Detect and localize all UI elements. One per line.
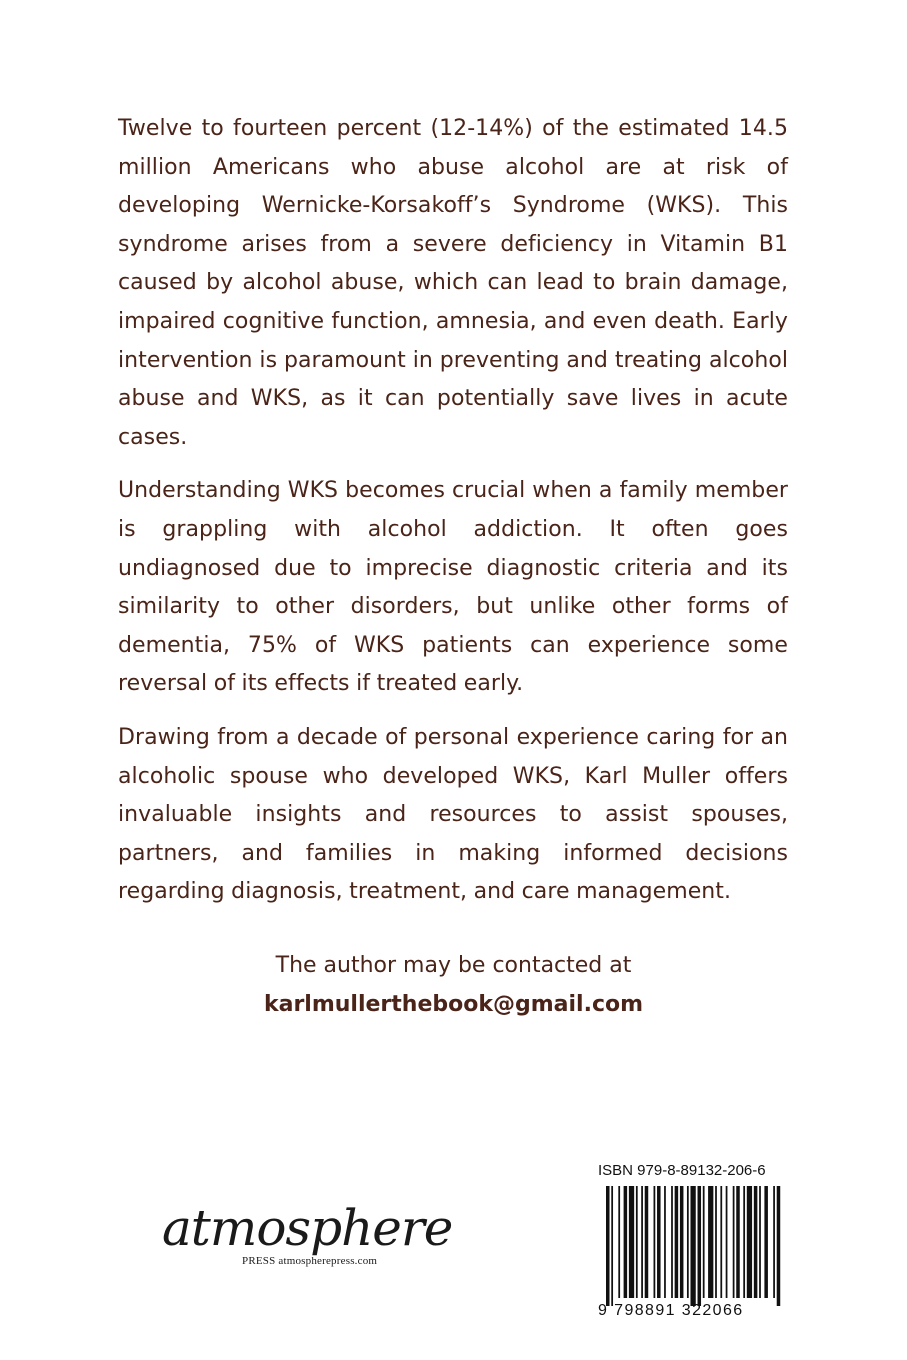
barcode-bar	[654, 1186, 656, 1298]
barcode-bar	[657, 1186, 661, 1298]
barcode-bar	[754, 1186, 758, 1298]
barcode-bar	[606, 1186, 610, 1306]
publisher-logo-wordmark: atmosphere	[162, 1199, 453, 1257]
barcode-bar	[703, 1186, 705, 1298]
barcode-bar	[675, 1186, 679, 1298]
publisher-logo	[162, 1198, 453, 1278]
barcode-bar	[664, 1186, 666, 1298]
barcode-bars-icon	[606, 1186, 782, 1306]
barcode-bar	[720, 1186, 722, 1298]
barcode-bar	[611, 1186, 613, 1306]
barcode-bar	[641, 1186, 643, 1298]
paragraph-2: Understanding WKS becomes crucial when a family member is grappling with alcohol addiction. It often goes undiagnosed due to imprecise diagnostic criteria and its similarity to other disorders, but unlike other forms of dementia, 75% of WKS patients can experience some reversal of its effects if treated early.	[118, 478, 788, 697]
barcode-bar	[764, 1186, 768, 1298]
barcode-bar	[747, 1186, 752, 1298]
barcode-bar	[777, 1186, 781, 1306]
barcode-bar	[736, 1186, 740, 1298]
contact-email: karlmullerthebook@gmail.com	[263, 992, 644, 1017]
paragraph-1: Twelve to fourteen percent (12-14%) of the estimated 14.5 million Americans who abuse alcohol are at risk of developing Wernicke-Korsakoff’s Syndrome (WKS). This syndrome arises from a severe deficiency in Vitamin B1 caused by alcohol abuse, which can lead to brain damage, impaired cognitive function, amnesia, and even death. Early intervention is paramount in preventing and treating alcohol abuse and WKS, as it can potentially save lives in acute cases.	[118, 116, 788, 450]
contact-line: The author may be contacted at	[275, 953, 632, 978]
barcode-bar	[733, 1186, 735, 1298]
barcode-bar	[671, 1186, 673, 1298]
isbn-barcode	[598, 1162, 788, 1332]
barcode-bar	[715, 1186, 717, 1298]
isbn-label: ISBN 979-8-89132-206-6	[598, 1162, 766, 1179]
blurb	[118, 110, 788, 927]
barcode-bar	[624, 1186, 628, 1298]
author-contact	[0, 946, 907, 1024]
barcode-bar	[629, 1186, 634, 1298]
barcode-bar	[618, 1186, 620, 1298]
barcode-bar	[773, 1186, 775, 1298]
barcode-bar	[690, 1186, 695, 1306]
barcode-bar	[759, 1186, 761, 1298]
barcode-bar	[687, 1186, 689, 1298]
barcode-bar	[680, 1186, 684, 1298]
barcode-bar	[645, 1186, 649, 1298]
publisher-logo-subtext: PRESS atmospherepress.com	[242, 1255, 378, 1267]
barcode-bar	[726, 1186, 728, 1298]
barcode-bar	[708, 1186, 713, 1298]
barcode-digits: 9 798891 322066	[598, 1302, 744, 1319]
paragraph-3: Drawing from a decade of personal experience caring for an alcoholic spouse who developed WKS, Karl Muller offers invaluable insights and resources to assist spouses, partners, and families in making informed decisions regarding diagnosis, treatment, and care management.	[118, 724, 788, 905]
barcode-bar	[743, 1186, 745, 1298]
barcode-bar	[636, 1186, 638, 1298]
barcode-bar	[698, 1186, 702, 1306]
